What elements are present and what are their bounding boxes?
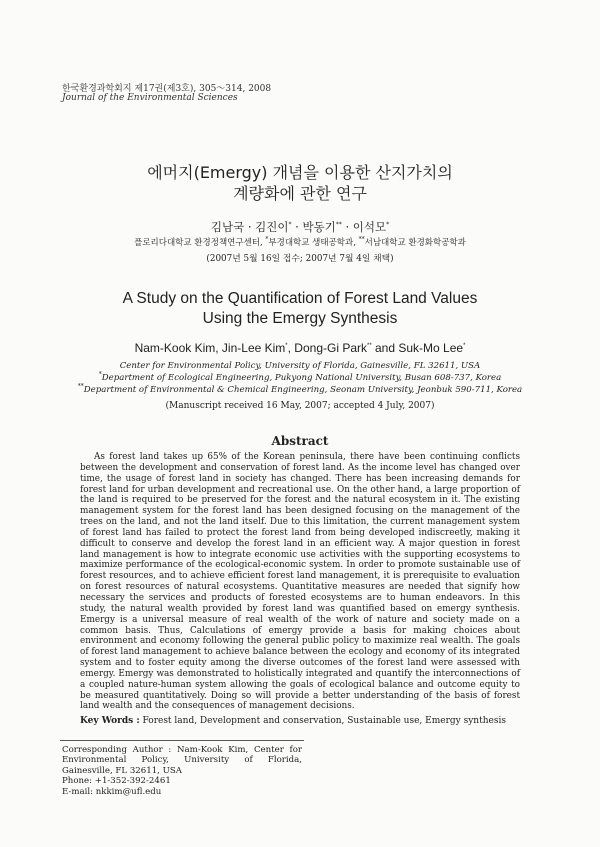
abstract-heading: Abstract (271, 434, 329, 448)
corresponding-email: E-mail: nkkim@ufl.edu (62, 786, 162, 797)
journal-citation-korean: 한국환경과학회지 제17권(제3호), 305～314, 2008 (62, 84, 272, 94)
keywords-text: Forest land, Development and conservation, Sustainable use, Emergy synthesis (139, 716, 506, 726)
title-korean-line1: 에머지(Emergy) 개념을 이용한 산지가치의 (147, 163, 453, 182)
abstract-body: As forest land takes up 65% of the Korean peninsula, there have been continuing conflicts between the development and conservation of forest land. As the income level has changed over time, the usage of forest land in society has changed. There has been increasing demands for forest land for urban development and recreational use. On the other hand, a large proportion of the land is required to be preserved for the forest and the natural ecosystem in it. The existing management system for the forest land has been designed focusing on the management of the trees on the land, and not the land itself. Due to this limitation, the current management system of forest land has failed to protect the forest land from being developed indiscreetly, making it difficult to conserve and develop the forest land in an efficient way. A major question in forest land management is how to integrate economic use activities with the supporting ecosystems to maximize performance of the ecological-economic system. In order to promote sustainable use of forest resources, and to achieve efficient forest land management, it is prerequisite to evaluation on forest resources of natural ecosystems. Quantitative measures are needed that signify how necessary the services and products of forested ecosystems are to human endeavors. In this study, the natural wealth provided by forest land was quantified based on emergy synthesis. Emergy is a universal measure of real wealth of the work of nature and society made on a common basis. Thus, Calculations of emergy provide a basis for making choices about environment and economy following the general public policy to maximize real wealth. The goals of forest land management to achieve balance between the ecology and economy of its integrated system and to foster equity among the diverse outcomes of the forest land were assessed with emergy. Emergy was demonstrated to holistically integrated and quantify the interconnections of a coupled nature-human system allowing the goals of ecological balance and outcome equity to be measured quantitatively. Doing so will provide a better understanding of the basis of forest land wealth and the consequences of management decisions. (80, 452, 520, 712)
title-korean-line2: 계량화에 관한 연구 (233, 184, 367, 203)
received-date-korean: (2007년 5월 16일 접수; 2007년 7월 4일 채택) (206, 254, 394, 264)
footnote-divider (60, 740, 304, 741)
corresponding-author-text: Corresponding Author : Nam-Kook Kim, Center for Environmental Policy, University of Florida, Gainesville, FL 32611, USA (62, 745, 302, 776)
authors-english: Nam-Kook Kim, Jin-Lee Kim*, Dong-Gi Park** and Suk-Mo Lee* (134, 341, 466, 355)
received-date-english: (Manuscript received 16 May, 2007; accepted 4 July, 2007) (165, 401, 435, 411)
affiliation-english-1: Center for Environmental Policy, University of Florida, Gainesville, FL 32611, USA (119, 361, 481, 371)
authors-korean: 김남국 · 김진이* · 박동기** · 이석모* (210, 220, 390, 234)
journal-name-english: Journal of the Environmental Sciences (62, 93, 238, 103)
corresponding-phone: Phone: +1-352-392-2461 (62, 776, 171, 787)
keywords-label: Key Words : (80, 716, 140, 726)
keywords (80, 716, 540, 726)
affiliations-korean: 플로리다대학교 환경정책연구센터, *부경대학교 생태공학과, **서남대학교 환경화학공학과 (134, 236, 466, 248)
title-english-line2: Using the Emergy Synthesis (202, 310, 398, 327)
title-english-line1: A Study on the Quantification of Forest Land Values (122, 290, 478, 307)
affiliation-english-3: **Department of Environmental & Chemical Engineering, Seonam University, Jeonbuk 590-711, Korea (77, 383, 523, 395)
corresponding-author-note (62, 745, 302, 797)
affiliation-english-2: *Department of Ecological Engineering, Pukyong National University, Busan 608-737, Korea (98, 371, 502, 383)
